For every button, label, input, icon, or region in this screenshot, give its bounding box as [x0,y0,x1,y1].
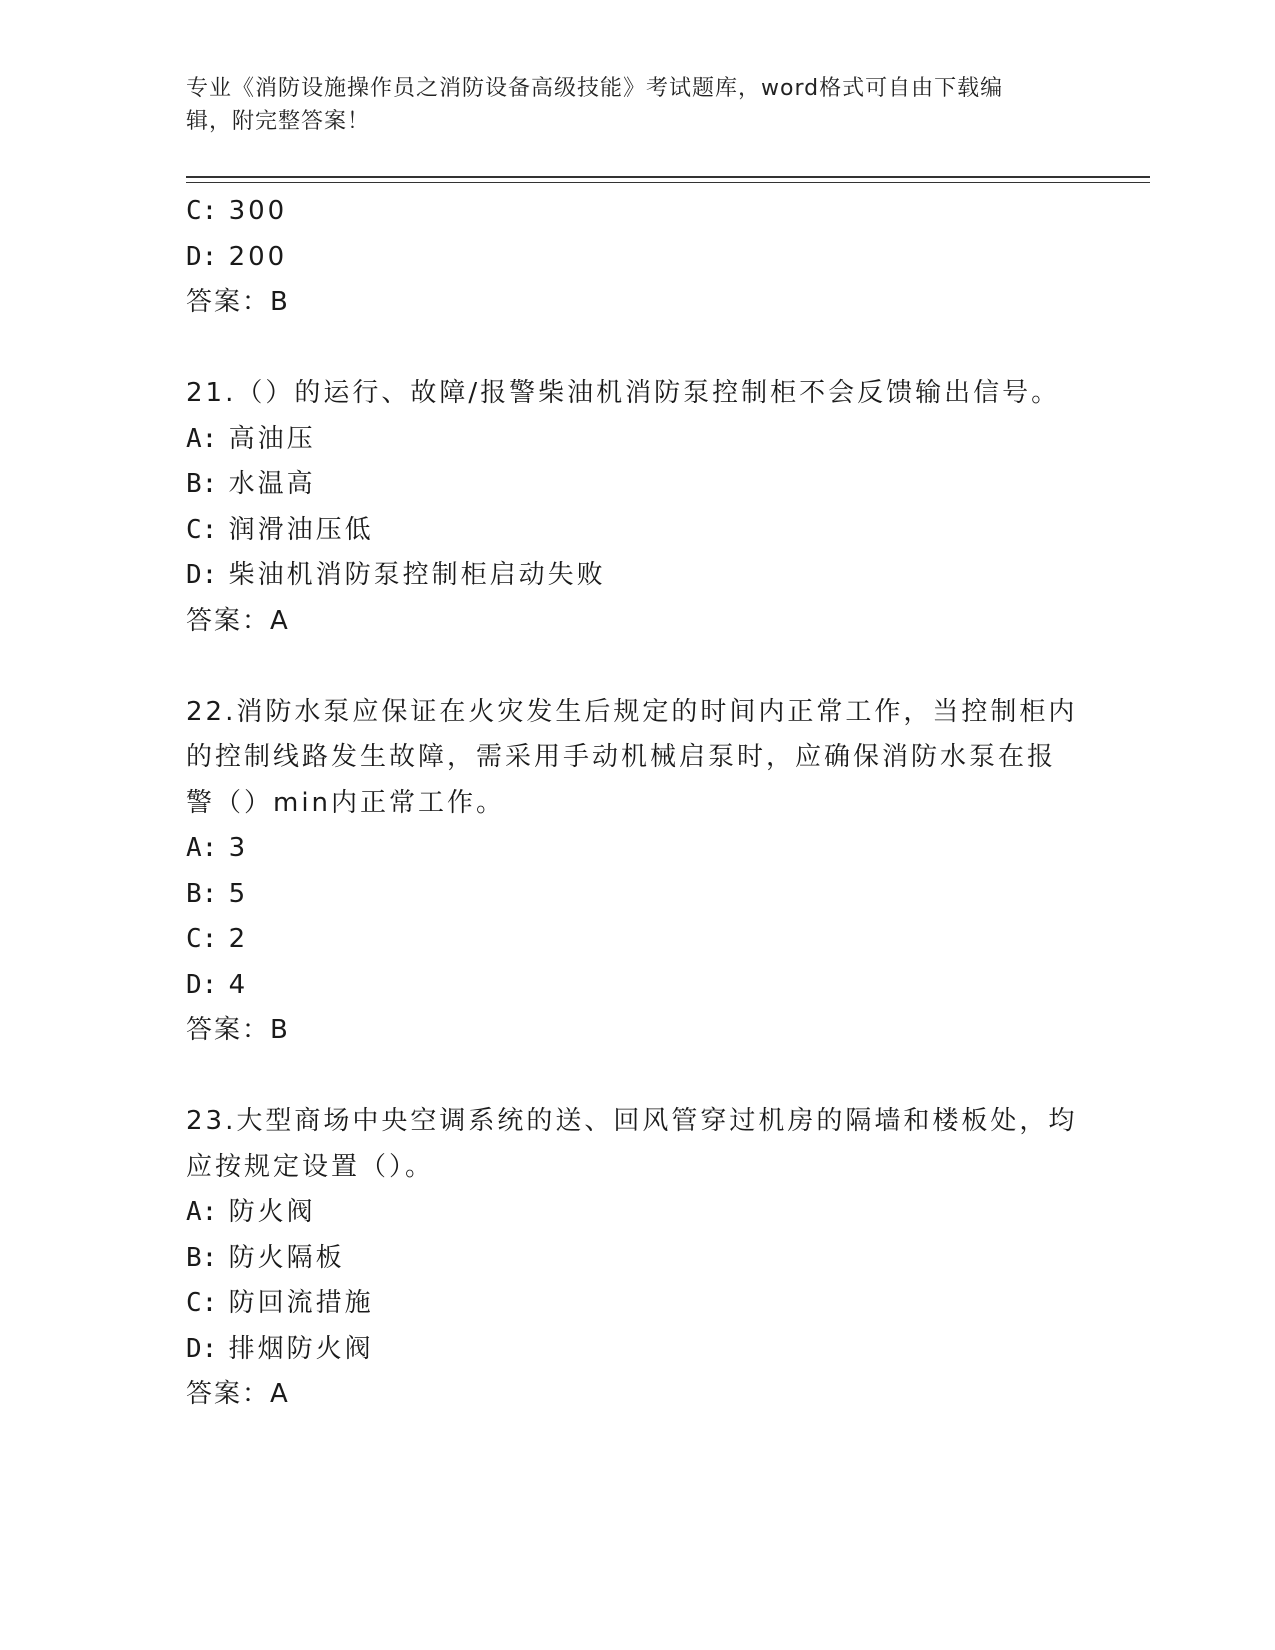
spacer [186,326,1086,372]
option-c: C: 300 [186,196,288,226]
question-text: 21.（）的运行、故障/报警柴油机消防泵控制柜不会反馈输出信号。 [186,378,1061,408]
spacer [186,1054,1086,1100]
spacer [186,644,1086,690]
option-d: D: 4 [186,969,249,1000]
option-c: C: 2 [186,924,249,954]
option-d: D: 柴油机消防泵控制柜启动失败 [186,560,606,590]
document-header [186,72,1086,138]
question-text-line-1: 23.大型商场中央空调系统的送、回风管穿过机房的隔墙和楼板处，均 [186,1106,1078,1136]
header-divider-thick [186,176,1150,178]
option-b: B: 水温高 [186,469,316,499]
header-line-1: 专业《消防设施操作员之消防设备高级技能》考试题库，word格式可自由下载编 [186,76,1004,101]
question-23 [186,1099,1086,1418]
question-list [186,189,1086,1418]
question-text-line-1: 22.消防水泵应保证在火灾发生后规定的时间内正常工作，当控制柜内 [186,696,1078,727]
question-text-line-3: 警（）min内正常工作。 [186,787,506,818]
option-d: D: 200 [186,241,288,272]
question-text-line-2: 的控制线路发生故障，需采用手动机械启泵时，应确保消防水泵在报 [186,742,1057,772]
answer-line: 答案：B [186,287,290,317]
answer-line: 答案：A [186,605,290,636]
question-21 [186,371,1086,644]
option-a: A: 3 [186,833,249,863]
option-a: A: 防火阀 [186,1197,316,1227]
option-c: C: 防回流措施 [186,1288,374,1318]
answer-line: 答案：B [186,1015,290,1045]
option-b: B: 5 [186,878,249,909]
option-b: B: 防火隔板 [186,1242,345,1273]
question-22 [186,690,1086,1054]
answer-line: 答案：A [186,1379,290,1409]
header-divider-thin [186,182,1150,183]
option-d: D: 排烟防火阀 [186,1333,374,1364]
header-line-2: 辑，附完整答案！ [186,109,371,134]
question-continuation [186,189,1086,326]
option-c: C: 润滑油压低 [186,514,374,545]
option-a: A: 高油压 [186,423,316,454]
question-text-line-2: 应按规定设置（）。 [186,1151,435,1182]
